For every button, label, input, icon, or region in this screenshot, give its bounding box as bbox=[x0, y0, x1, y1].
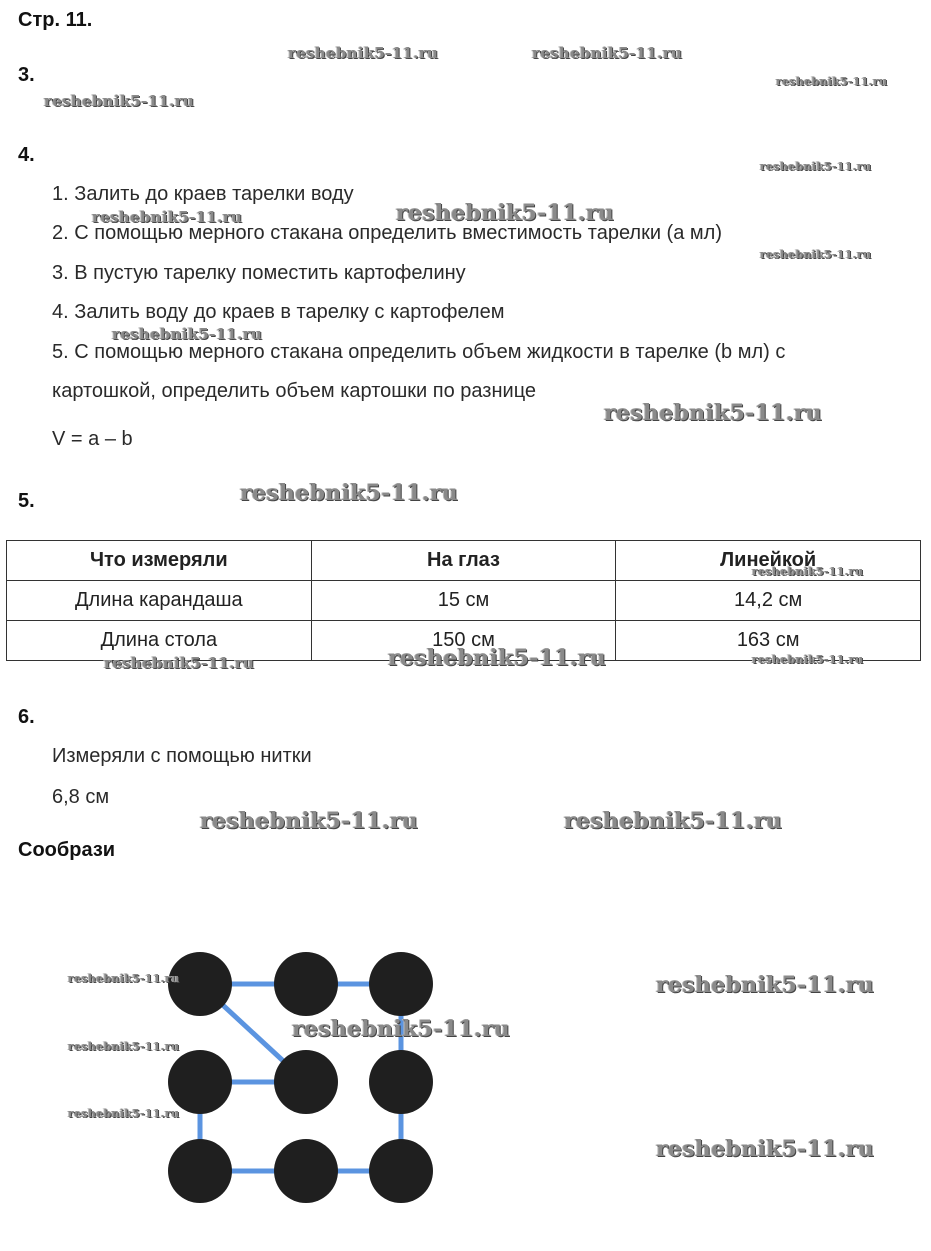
table-cell: 14,2 см bbox=[616, 581, 921, 621]
puzzle-dot bbox=[168, 1050, 232, 1114]
puzzle-dot bbox=[274, 1050, 338, 1114]
page-title: Стр. 11. bbox=[18, 9, 93, 31]
task-4-step-5: 5. С помощью мерного стакана определить объем жидкости в тарелке (b мл) с bbox=[52, 341, 786, 363]
task-6-method: Измеряли с помощью нитки bbox=[52, 745, 312, 767]
watermark: reshebnik5-11.ru bbox=[656, 1136, 875, 1162]
puzzle-dot bbox=[274, 952, 338, 1016]
watermark: reshebnik5-11.ru bbox=[112, 325, 263, 343]
watermark: reshebnik5-11.ru bbox=[68, 972, 180, 985]
task-3-number: 3. bbox=[18, 64, 35, 86]
task-6-result: 6,8 см bbox=[52, 786, 110, 808]
watermark: reshebnik5-11.ru bbox=[92, 208, 243, 226]
watermark: reshebnik5-11.ru bbox=[752, 653, 864, 666]
table-cell: 163 см bbox=[616, 621, 921, 661]
table-header-by-eye: На глаз bbox=[311, 541, 616, 581]
watermark: reshebnik5-11.ru bbox=[604, 400, 823, 426]
watermark: reshebnik5-11.ru bbox=[104, 654, 255, 672]
watermark: reshebnik5-11.ru bbox=[532, 44, 683, 62]
watermark: reshebnik5-11.ru bbox=[396, 200, 615, 226]
watermark: reshebnik5-11.ru bbox=[200, 808, 419, 834]
table-row bbox=[7, 581, 921, 621]
watermark: reshebnik5-11.ru bbox=[760, 248, 872, 261]
puzzle-dot bbox=[274, 1139, 338, 1203]
task-4-formula: V = a – b bbox=[52, 428, 133, 450]
watermark: reshebnik5-11.ru bbox=[68, 1040, 180, 1053]
table-header-by-ruler: Линейкой bbox=[616, 541, 921, 581]
table-cell: 150 см bbox=[311, 621, 616, 661]
watermark: reshebnik5-11.ru bbox=[388, 645, 607, 671]
measurement-table bbox=[6, 540, 921, 661]
dot-puzzle-diagram bbox=[160, 945, 450, 1215]
watermark: reshebnik5-11.ru bbox=[776, 75, 888, 88]
task-4-step-2: 2. С помощью мерного стакана определить вместимость тарелки (a мл) bbox=[52, 222, 722, 244]
watermark: reshebnik5-11.ru bbox=[564, 808, 783, 834]
table-header-what: Что измеряли bbox=[7, 541, 312, 581]
watermark: reshebnik5-11.ru bbox=[240, 480, 459, 506]
table-cell: Длина стола bbox=[7, 621, 312, 661]
watermark: reshebnik5-11.ru bbox=[752, 565, 864, 578]
watermark: reshebnik5-11.ru bbox=[656, 972, 875, 998]
puzzle-dot bbox=[369, 1139, 433, 1203]
task-6-number: 6. bbox=[18, 706, 35, 728]
puzzle-dot bbox=[369, 952, 433, 1016]
task-4-number: 4. bbox=[18, 144, 35, 166]
puzzle-dots bbox=[168, 952, 433, 1203]
table-cell: Длина карандаша bbox=[7, 581, 312, 621]
puzzle-dot bbox=[168, 1139, 232, 1203]
watermark: reshebnik5-11.ru bbox=[68, 1107, 180, 1120]
puzzle-title: Сообрази bbox=[18, 839, 116, 861]
table-cell: 15 см bbox=[311, 581, 616, 621]
watermark: reshebnik5-11.ru bbox=[44, 92, 195, 110]
task-4-step-4: 4. Залить воду до краев в тарелку с картофелем bbox=[52, 301, 505, 323]
task-4-step-1: 1. Залить до краев тарелки воду bbox=[52, 183, 354, 205]
task-4-step-5-continued: картошкой, определить объем картошки по разнице bbox=[52, 380, 537, 402]
task-4-step-3: 3. В пустую тарелку поместить картофелину bbox=[52, 262, 466, 284]
puzzle-dot bbox=[369, 1050, 433, 1114]
watermark: reshebnik5-11.ru bbox=[292, 1016, 511, 1042]
watermark: reshebnik5-11.ru bbox=[288, 44, 439, 62]
watermark: reshebnik5-11.ru bbox=[760, 160, 872, 173]
task-5-number: 5. bbox=[18, 490, 35, 512]
